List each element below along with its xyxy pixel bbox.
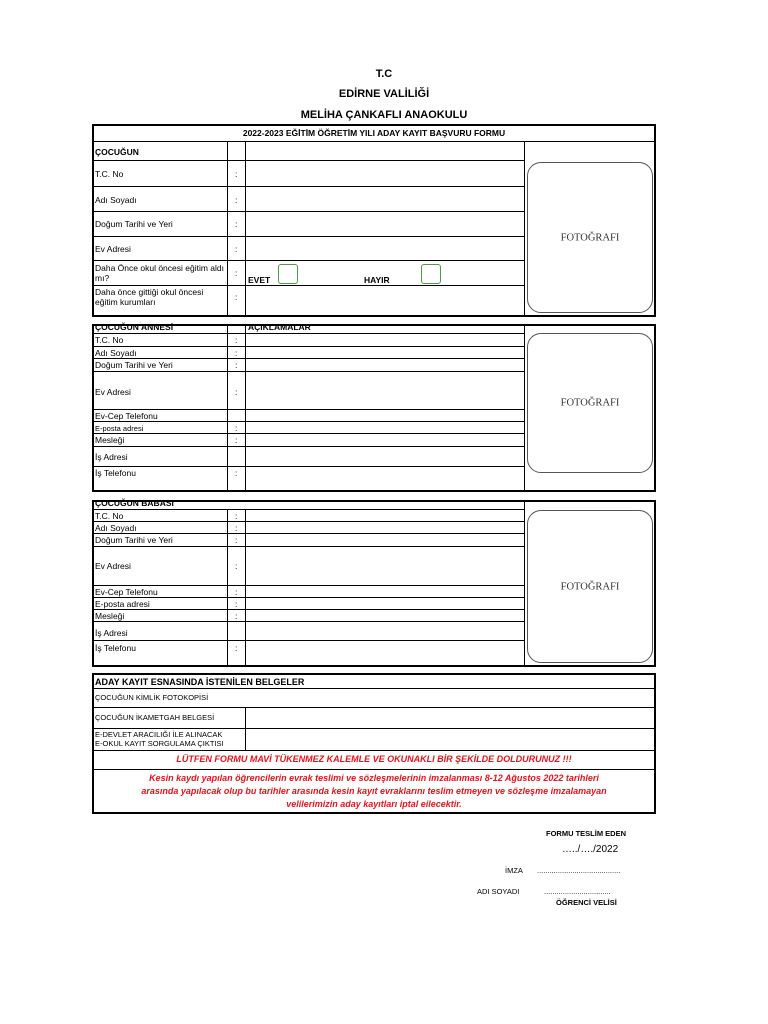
child-field-address: Ev Adresi — [95, 244, 131, 254]
yes-label: EVET — [248, 275, 271, 285]
form-title: 2022-2023 EĞİTİM ÖĞRETİM YILI ADAY KAYIT BAŞVURU FORMU — [242, 128, 506, 138]
father-field-work-address: İş Adresi — [95, 628, 128, 638]
mother-field-address: Ev Adresi — [95, 387, 131, 397]
document-item-id: ÇOCUĞUN KİMLİK FOTOKOPİSİ — [95, 693, 209, 702]
mother-photo-label: FOTOĞRAFI — [560, 397, 620, 409]
submission-date: …../…./2022 — [562, 844, 619, 855]
father-field-email: E-posta adresi — [95, 599, 150, 609]
mother-field-email: E-posta adresi — [95, 424, 144, 433]
father-field-name: Adı Soyadı — [95, 523, 137, 533]
mother-field-birth: Doğum Tarihi ve Yeri — [95, 360, 173, 370]
no-checkbox[interactable] — [421, 264, 441, 284]
mother-field-work-address: İş Adresi — [95, 452, 128, 462]
mother-field-name: Adı Soyadı — [95, 348, 137, 358]
document-item-residence: ÇOCUĞUN İKAMETGAH BELGESİ — [95, 713, 215, 722]
father-photo-label: FOTOĞRAFI — [560, 581, 620, 592]
child-previous-school: Daha önce gittiği okul öncesi eğitim kurumları — [95, 287, 204, 307]
mother-field-phone: Ev-Cep Telefonu — [95, 411, 158, 421]
signature-label: İMZA — [505, 866, 523, 875]
submitted-by-label: FORMU TESLİM EDEN — [546, 829, 626, 838]
mother-field-tc: T.C. No — [95, 335, 124, 345]
father-field-job: Mesleği — [95, 611, 125, 621]
father-field-phone: Ev-Cep Telefonu — [95, 587, 158, 597]
name-label: ADI SOYADI — [477, 887, 520, 896]
signature-line: ........................................ — [537, 866, 621, 875]
father-field-address: Ev Adresi — [95, 561, 131, 571]
warning-pen: LÜTFEN FORMU MAVİ TÜKENMEZ KALEMLE VE OKUNAKLI BİR ŞEKİLDE DOLDURUNUZ !!! — [176, 754, 572, 764]
mother-photo-box — [527, 333, 653, 473]
warning-deadline-line1: Kesin kaydı yapılan öğrencilerin evrak teslimi ve sözleşmelerinin imzalanması 8-12 Ağustos 2022 tarihleri — [149, 773, 599, 783]
mother-notes-heading: AÇIKLAMALAR — [248, 322, 311, 332]
father-field-work-phone: İş Telefonu — [95, 643, 136, 653]
mother-heading: ÇOCUĞUN ANNESİ — [95, 322, 174, 332]
child-heading: ÇOCUĞUN — [95, 147, 139, 157]
mother-field-work-phone: İş Telefonu — [95, 468, 136, 478]
documents-heading: ADAY KAYIT ESNASINDA İSTENİLEN BELGELER — [95, 677, 305, 687]
child-field-birth: Doğum Tarihi ve Yeri — [95, 219, 173, 229]
document-item-edevlet: E-DEVLET ARACILIĞI İLE ALINACAK — [95, 730, 223, 739]
father-photo-box — [527, 510, 653, 663]
header-governorship: EDİRNE VALİLİĞİ — [338, 88, 430, 100]
mother-field-job: Mesleği — [95, 435, 125, 445]
child-field-name: Adı Soyadı — [95, 195, 137, 205]
yes-checkbox[interactable] — [278, 264, 298, 284]
header-school: MELİHA ÇANKAFLI ANAOKULU — [300, 109, 468, 121]
document-item-eokul: E-OKUL KAYIT SORGULAMA ÇIKTISI — [95, 739, 224, 748]
father-heading: ÇOCUĞUN BABASI — [95, 498, 174, 508]
child-preschool-question: Daha Önce okul öncesi eğitim aldı mı? — [95, 263, 224, 283]
guardian-role: ÖĞRENCİ VELİSİ — [556, 898, 617, 907]
child-photo-box — [527, 162, 653, 313]
warning-deadline-line3: velilerimizin aday kayıtları iptal eilecektir. — [286, 799, 462, 809]
child-photo-label: FOTOĞRAFI — [560, 232, 620, 243]
no-label: HAYIR — [364, 275, 390, 285]
header-tc: T.C — [375, 68, 393, 80]
father-field-tc: T.C. No — [95, 511, 124, 521]
child-field-tc: T.C. No — [95, 169, 124, 179]
name-line: ................................ — [544, 887, 611, 896]
father-field-birth: Doğum Tarihi ve Yeri — [95, 535, 173, 545]
warning-deadline-line2: arasında yapılacak olup bu tarihler arasında kesin kayıt evraklarını teslim etmeyen ve sözleşme imzalamayan — [141, 786, 607, 796]
